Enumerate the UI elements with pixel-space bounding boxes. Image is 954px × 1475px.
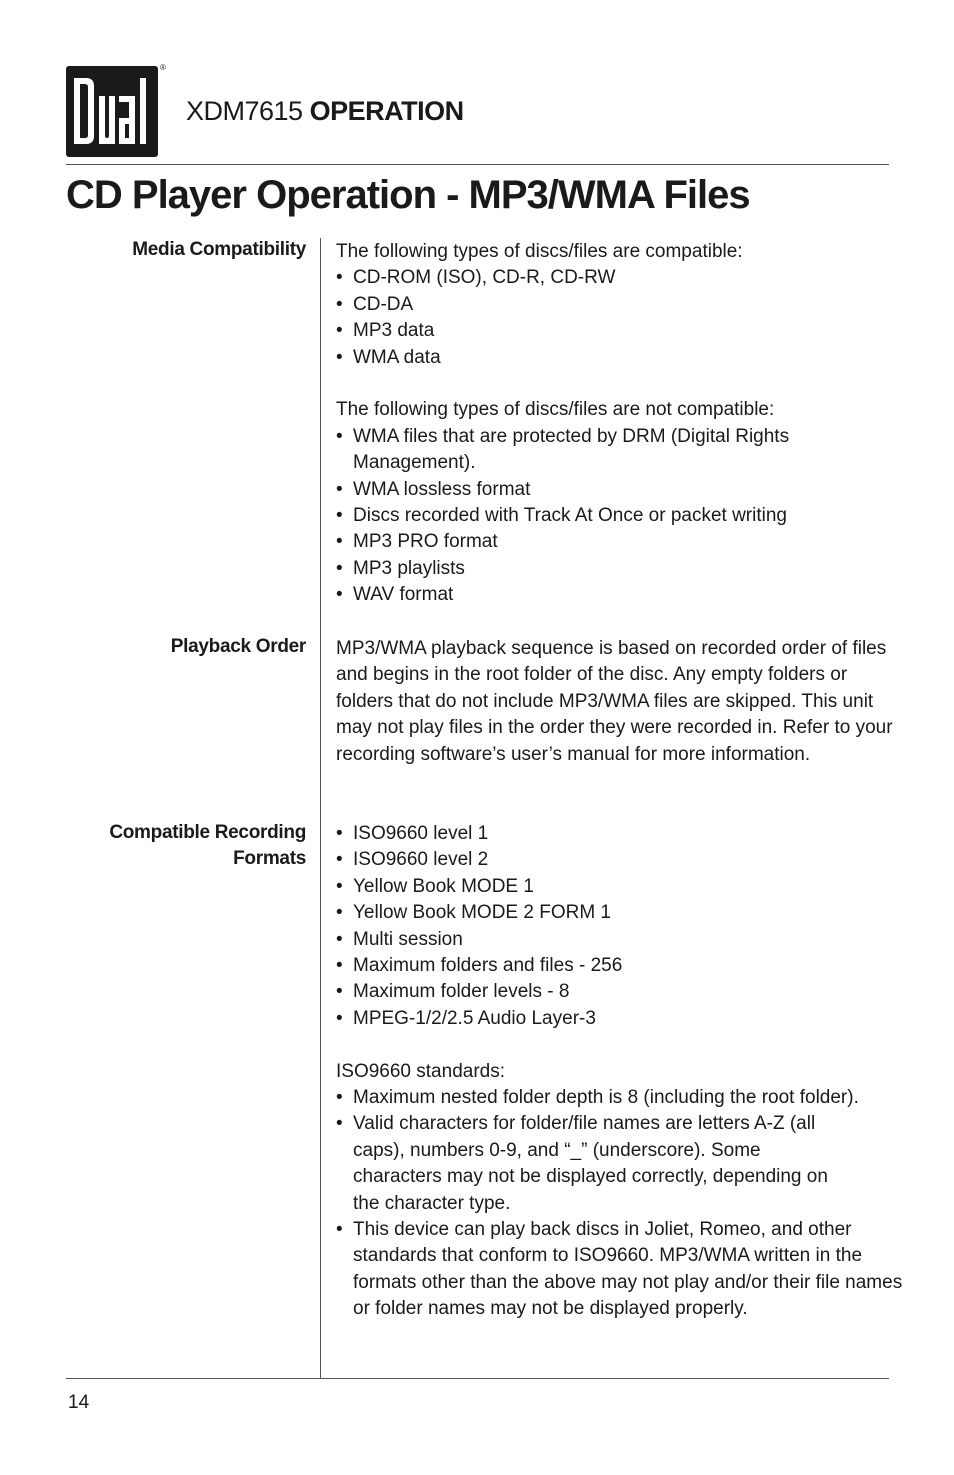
brand-logo bbox=[66, 66, 158, 157]
list-item: • This device can play back discs in Joliet, Romeo, and other standards that conform to ISO9660. MP3/WMA written in the formats other than the above may not play and/or their file names or folder names may not be displayed properly. bbox=[336, 1217, 908, 1323]
list-item: • WMA data bbox=[336, 345, 911, 371]
list-item: • WMA lossless format bbox=[336, 477, 836, 503]
page-title: CD Player Operation - MP3/WMA Files bbox=[66, 173, 750, 217]
list-item: • MP3 data bbox=[336, 318, 911, 344]
list-item: • Maximum folder levels - 8 bbox=[336, 979, 911, 1005]
page-number: 14 bbox=[68, 1392, 90, 1413]
registered-mark: ® bbox=[160, 63, 166, 72]
label-line: Compatible Recording bbox=[109, 822, 306, 843]
list-item: • CD-DA bbox=[336, 292, 911, 318]
list-item: • MP3 playlists bbox=[336, 556, 836, 582]
playback-order-content bbox=[336, 636, 906, 768]
media-compatibility-content bbox=[336, 239, 911, 609]
compatible-intro: The following types of discs/files are compatible: bbox=[336, 241, 743, 262]
column-divider bbox=[320, 238, 321, 1378]
list-item: • Multi session bbox=[336, 927, 911, 953]
playback-order-text: MP3/WMA playback sequence is based on recorded order of files and begins in the root folder of the disc. Any empty folders or folders that do not include MP3/WMA files are skipped. This unit may not play files in the order they were recorded in. Refer to your recording software’s user’s manual for more information. bbox=[336, 638, 893, 765]
header-model: XDM7615 bbox=[186, 96, 303, 126]
footer-rule bbox=[66, 1378, 889, 1379]
header-section: OPERATION bbox=[309, 96, 464, 126]
label-media-compatibility: Media Compatibility bbox=[132, 239, 306, 260]
incompatible-intro: The following types of discs/files are not compatible: bbox=[336, 399, 775, 421]
list-item: • MPEG-1/2/2.5 Audio Layer-3 bbox=[336, 1006, 911, 1032]
list-item: • Yellow Book MODE 1 bbox=[336, 874, 911, 900]
label-line: Formats bbox=[233, 848, 306, 870]
standards-list bbox=[336, 1085, 906, 1323]
header-title bbox=[186, 94, 464, 128]
list-item: • Discs recorded with Track At Once or packet writing bbox=[336, 503, 836, 529]
list-item: • ISO9660 level 1 bbox=[336, 821, 911, 847]
label-playback-order: Playback Order bbox=[170, 636, 306, 657]
list-item: • Maximum folders and files - 256 bbox=[336, 953, 911, 979]
recording-formats-content bbox=[336, 821, 911, 1323]
label-compatible-recording-formats bbox=[60, 820, 306, 873]
list-item: • Valid characters for folder/file names are letters A-Z (all caps), numbers 0-9, and “_” (underscore). Some characters may not be displayed correctly, depending on the character type. bbox=[336, 1111, 848, 1217]
standards-intro: ISO9660 standards: bbox=[336, 1060, 505, 1082]
formats-list bbox=[336, 821, 911, 1032]
list-item: • WMA files that are protected by DRM (Digital Rights Management). bbox=[336, 424, 836, 477]
dual-logo-icon bbox=[66, 66, 158, 157]
list-item: • Yellow Book MODE 2 FORM 1 bbox=[336, 900, 911, 926]
list-item: • ISO9660 level 2 bbox=[336, 847, 911, 873]
list-item: • MP3 PRO format bbox=[336, 529, 836, 555]
compatible-list bbox=[336, 265, 911, 371]
list-item: • WAV format bbox=[336, 582, 836, 608]
incompatible-list bbox=[336, 424, 836, 609]
list-item: • Maximum nested folder depth is 8 (including the root folder). bbox=[336, 1085, 906, 1111]
list-item: • CD-ROM (ISO), CD-R, CD-RW bbox=[336, 265, 911, 291]
header-rule bbox=[66, 164, 889, 165]
